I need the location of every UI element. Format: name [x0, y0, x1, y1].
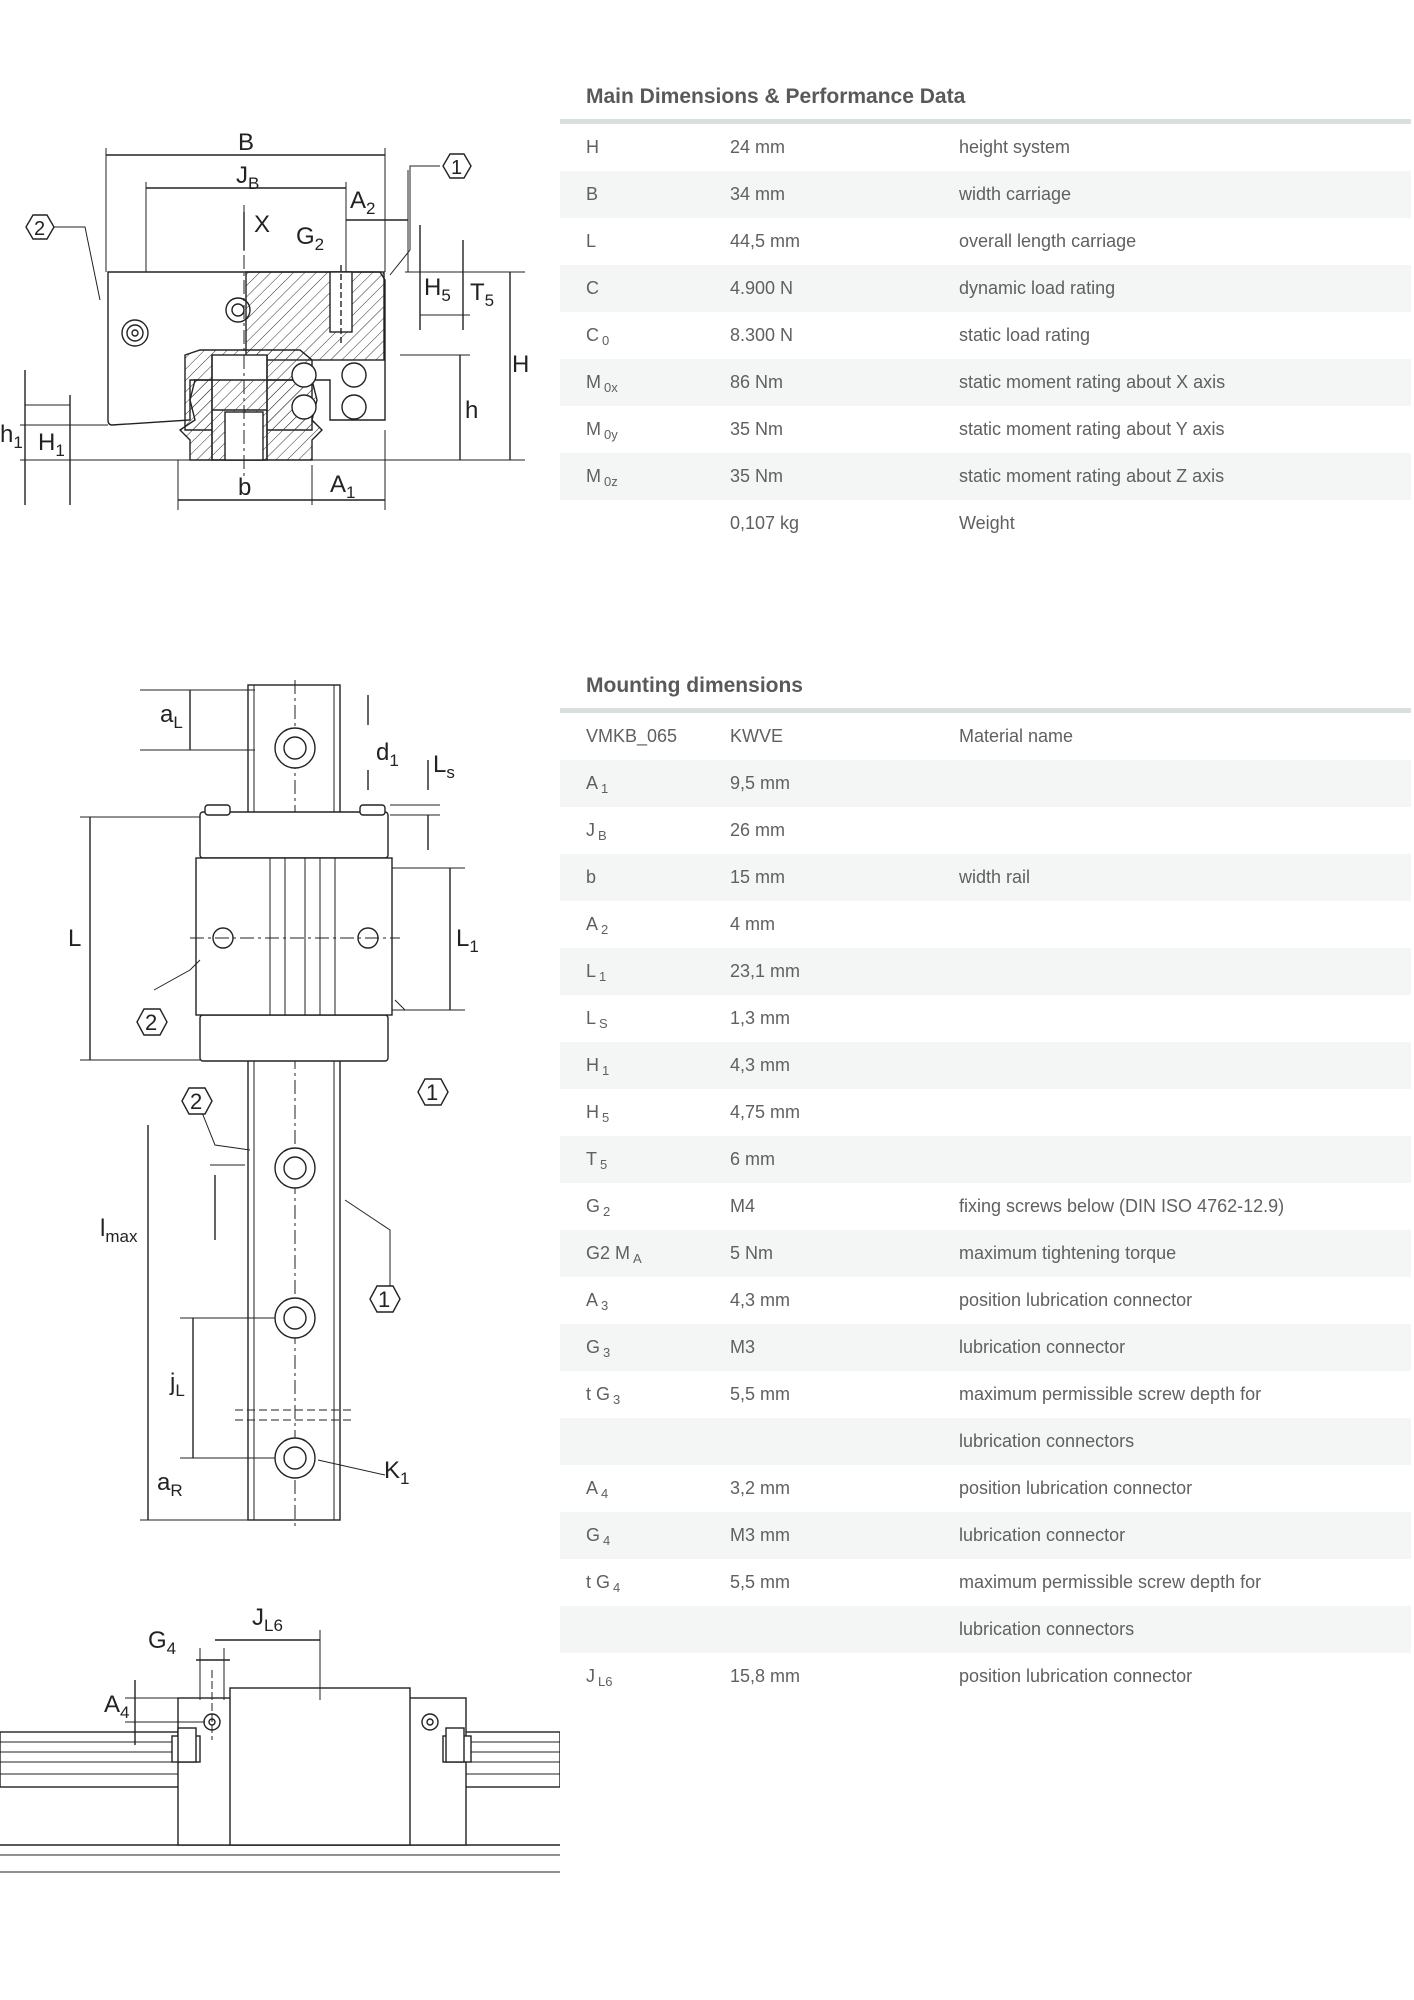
row-value: 23,1 mm	[730, 961, 801, 981]
symbol-subscript: L6	[598, 1674, 613, 1689]
row-value: 34 mm	[730, 184, 786, 204]
row-value: 9,5 mm	[730, 773, 791, 793]
label-jL: $j_L$	[170, 1369, 185, 1400]
table-row	[560, 1089, 1411, 1136]
table-row	[560, 948, 1411, 995]
row-symbol	[560, 867, 730, 888]
label-L1: $L_1$	[456, 925, 479, 956]
main-dimensions-title: Main Dimensions & Performance Data	[586, 85, 966, 108]
symbol-text: G	[586, 1337, 601, 1357]
symbol-subscript: B	[598, 828, 607, 843]
table-row	[560, 265, 1411, 312]
row-symbol	[560, 1525, 730, 1546]
symbol-subscript: 1	[599, 969, 607, 984]
symbol-text: J	[586, 1666, 595, 1686]
table-row	[560, 1465, 1411, 1512]
symbol-text: L	[586, 231, 597, 251]
table-row	[560, 312, 1411, 359]
mounting-dimensions-table	[560, 713, 1411, 1700]
row-value: 5 Nm	[730, 1243, 774, 1263]
table-row	[560, 1418, 1411, 1465]
label-B: B	[238, 129, 255, 156]
row-value: 35 Nm	[730, 419, 784, 439]
row-description: lubrication connectors	[959, 1431, 1135, 1451]
row-value: 15,8 mm	[730, 1666, 801, 1686]
table-row	[560, 1277, 1411, 1324]
label-JB: $J_B$	[236, 162, 260, 193]
table-row	[560, 713, 1411, 760]
table-row	[560, 807, 1411, 854]
row-symbol	[560, 1055, 730, 1076]
callout-1-top-text: 1	[451, 157, 463, 179]
table-row	[560, 1371, 1411, 1418]
symbol-text: b	[586, 867, 597, 887]
symbol-subscript: 3	[601, 1298, 609, 1313]
row-symbol	[560, 1102, 730, 1123]
label-aL: $a_L$	[160, 701, 183, 732]
row-description: overall length carriage	[959, 231, 1137, 251]
symbol-subscript: 4	[603, 1533, 611, 1548]
table-row	[560, 453, 1411, 500]
symbol-subscript: 0y	[604, 427, 618, 442]
symbol-subscript: 3	[603, 1345, 611, 1360]
row-symbol	[560, 726, 730, 747]
table-row	[560, 124, 1411, 171]
table-row	[560, 1136, 1411, 1183]
row-description: static load rating	[959, 325, 1091, 345]
symbol-subscript: 2	[603, 1204, 611, 1219]
row-description: maximum permissible screw depth for	[959, 1384, 1262, 1404]
row-value: 3,2 mm	[730, 1478, 791, 1498]
row-symbol	[560, 372, 730, 393]
symbol-text: VMKB_065	[586, 726, 678, 746]
symbol-text: H	[586, 137, 599, 157]
symbol-subscript: 0x	[604, 380, 618, 395]
row-description: static moment rating about X axis	[959, 372, 1226, 392]
mounting-dimensions-title: Mounting dimensions	[586, 674, 803, 697]
row-value: KWVE	[730, 726, 784, 746]
row-value: 35 Nm	[730, 466, 784, 486]
row-description: position lubrication connector	[959, 1290, 1193, 1310]
symbol-text: A	[586, 1478, 599, 1498]
row-symbol	[560, 1290, 730, 1311]
row-symbol	[560, 1243, 730, 1264]
row-description: height system	[959, 137, 1071, 157]
row-value: M4	[730, 1196, 756, 1216]
row-symbol	[560, 231, 730, 252]
label-lmax: $l_{max}$	[100, 1215, 138, 1246]
label-H5: $H_5$	[424, 274, 451, 305]
label-JL6: $J_{L6}$	[252, 1604, 283, 1635]
table-row	[560, 760, 1411, 807]
symbol-text: L	[586, 961, 597, 981]
row-symbol	[560, 513, 730, 534]
symbol-subscript: 5	[602, 1110, 610, 1125]
row-symbol	[560, 1572, 730, 1593]
row-description: Weight	[959, 513, 1015, 533]
table-row	[560, 854, 1411, 901]
table-row	[560, 995, 1411, 1042]
row-value: 0,107 kg	[730, 513, 800, 533]
symbol-text: M	[586, 419, 601, 439]
symbol-text: M	[586, 372, 601, 392]
symbol-subscript: S	[599, 1016, 608, 1031]
label-aR: $a_R$	[157, 1469, 183, 1500]
row-value: 1,3 mm	[730, 1008, 791, 1028]
label-H: H	[512, 351, 530, 378]
symbol-text: H	[586, 1102, 599, 1122]
row-symbol	[560, 419, 730, 440]
symbol-subscript: 2	[601, 922, 609, 937]
top-view-drawing	[80, 680, 465, 1530]
row-value: M3 mm	[730, 1525, 790, 1545]
symbol-text: H	[586, 1055, 599, 1075]
symbol-subscript: 4	[601, 1486, 609, 1501]
label-Ls: $L_s$	[433, 751, 455, 782]
row-description: width carriage	[959, 184, 1072, 204]
row-value: 4.900 N	[730, 278, 794, 298]
row-description: maximum tightening torque	[959, 1243, 1177, 1263]
table-row	[560, 218, 1411, 265]
label-G4: $G_4$	[148, 1627, 177, 1658]
table-row	[560, 901, 1411, 948]
label-b: b	[238, 474, 252, 501]
symbol-subscript: 1	[602, 1063, 610, 1078]
row-value: 26 mm	[730, 820, 786, 840]
symbol-text: B	[586, 184, 599, 204]
row-value: 5,5 mm	[730, 1572, 791, 1592]
callout-2-top-text: 2	[34, 218, 46, 240]
label-H1: $H_1$	[38, 429, 65, 460]
row-symbol	[560, 278, 730, 299]
label-h: h	[465, 397, 479, 424]
table-row	[560, 1183, 1411, 1230]
symbol-subscript: 1	[601, 781, 609, 796]
table-row	[560, 1230, 1411, 1277]
symbol-subscript: 0	[602, 333, 610, 348]
symbol-text: C	[586, 278, 599, 298]
symbol-text: A	[586, 773, 599, 793]
symbol-subscript: 3	[613, 1392, 621, 1407]
row-symbol	[560, 1384, 730, 1405]
row-description: static moment rating about Z axis	[959, 466, 1225, 486]
symbol-subscript: 5	[600, 1157, 608, 1172]
row-description: static moment rating about Y axis	[959, 419, 1225, 439]
row-symbol	[560, 773, 730, 794]
row-value: 4 mm	[730, 914, 775, 934]
row-value: 24 mm	[730, 137, 786, 157]
row-description: dynamic load rating	[959, 278, 1116, 298]
row-description: maximum permissible screw depth for	[959, 1572, 1262, 1592]
symbol-text: L	[586, 1008, 597, 1028]
row-description: position lubrication connector	[959, 1666, 1193, 1686]
row-value: 86 Nm	[730, 372, 784, 392]
symbol-subscript: 4	[613, 1580, 621, 1595]
table-row	[560, 1512, 1411, 1559]
label-h1: $h_1$	[0, 421, 23, 452]
row-symbol	[560, 466, 730, 487]
label-K1: $K_1$	[384, 1457, 410, 1488]
row-value: 4,3 mm	[730, 1055, 791, 1075]
row-value: 8.300 N	[730, 325, 794, 345]
row-value: 4,3 mm	[730, 1290, 791, 1310]
label-A4: $A_4$	[104, 1691, 130, 1722]
row-description: lubrication connectors	[959, 1619, 1135, 1639]
row-description: position lubrication connector	[959, 1478, 1193, 1498]
label-L: L	[68, 925, 82, 952]
technical-drawing	[0, 0, 560, 2000]
symbol-text: A	[586, 1290, 599, 1310]
symbol-text: t G	[586, 1572, 611, 1592]
symbol-text: T	[586, 1149, 597, 1169]
table-row	[560, 1653, 1411, 1700]
row-value: M3	[730, 1337, 756, 1357]
symbol-subscript: 0z	[604, 474, 618, 489]
row-description: lubrication connector	[959, 1337, 1126, 1357]
label-d1: $d_1$	[376, 739, 399, 770]
row-value: 4,75 mm	[730, 1102, 801, 1122]
row-symbol	[560, 184, 730, 205]
symbol-text: J	[586, 820, 595, 840]
row-symbol	[560, 325, 730, 346]
label-A2: $A_2$	[350, 187, 376, 218]
table-row	[560, 359, 1411, 406]
row-symbol	[560, 961, 730, 982]
callout-1-mid-a-text: 1	[426, 1080, 439, 1105]
callout-2-mid-b-text: 2	[190, 1089, 203, 1114]
symbol-text: C	[586, 325, 599, 345]
row-description: lubrication connector	[959, 1525, 1126, 1545]
label-X: X	[254, 211, 271, 238]
table-row	[560, 406, 1411, 453]
row-symbol	[560, 1478, 730, 1499]
callout-1-mid-b-text: 1	[378, 1287, 391, 1312]
row-symbol	[560, 1008, 730, 1029]
main-dimensions-table	[560, 124, 1411, 547]
row-symbol	[560, 1337, 730, 1358]
row-symbol	[560, 1666, 730, 1687]
side-view-drawing	[0, 1630, 560, 1872]
row-symbol	[560, 914, 730, 935]
row-symbol	[560, 1196, 730, 1217]
callout-2-mid-a-text: 2	[145, 1010, 158, 1035]
row-value: 15 mm	[730, 867, 786, 887]
row-description: Material name	[959, 726, 1074, 746]
table-row	[560, 1324, 1411, 1371]
row-symbol	[560, 1619, 730, 1640]
label-T5: $T_5$	[470, 279, 495, 310]
row-description: fixing screws below (DIN ISO 4762-12.9)	[959, 1196, 1285, 1216]
row-value: 5,5 mm	[730, 1384, 791, 1404]
label-A1: $A_1$	[330, 471, 356, 502]
row-symbol	[560, 1431, 730, 1452]
main-dimensions-section	[560, 75, 1411, 547]
row-symbol	[560, 820, 730, 841]
row-symbol	[560, 1149, 730, 1170]
symbol-text: M	[586, 466, 601, 486]
table-row	[560, 500, 1411, 547]
table-row	[560, 1042, 1411, 1089]
label-G2: $G_2$	[296, 223, 325, 254]
symbol-text: G2 M	[586, 1243, 631, 1263]
symbol-text: A	[586, 914, 599, 934]
mounting-dimensions-section	[560, 664, 1411, 1700]
table-row	[560, 171, 1411, 218]
symbol-text: t G	[586, 1384, 611, 1404]
symbol-text: G	[586, 1525, 601, 1545]
row-value: 44,5 mm	[730, 231, 801, 251]
row-value: 6 mm	[730, 1149, 775, 1169]
cross-section-drawing	[20, 148, 525, 510]
table-row	[560, 1559, 1411, 1606]
symbol-text: G	[586, 1196, 601, 1216]
row-symbol	[560, 137, 730, 158]
row-description: width rail	[959, 867, 1031, 887]
table-row	[560, 1606, 1411, 1653]
symbol-subscript: A	[633, 1251, 642, 1266]
